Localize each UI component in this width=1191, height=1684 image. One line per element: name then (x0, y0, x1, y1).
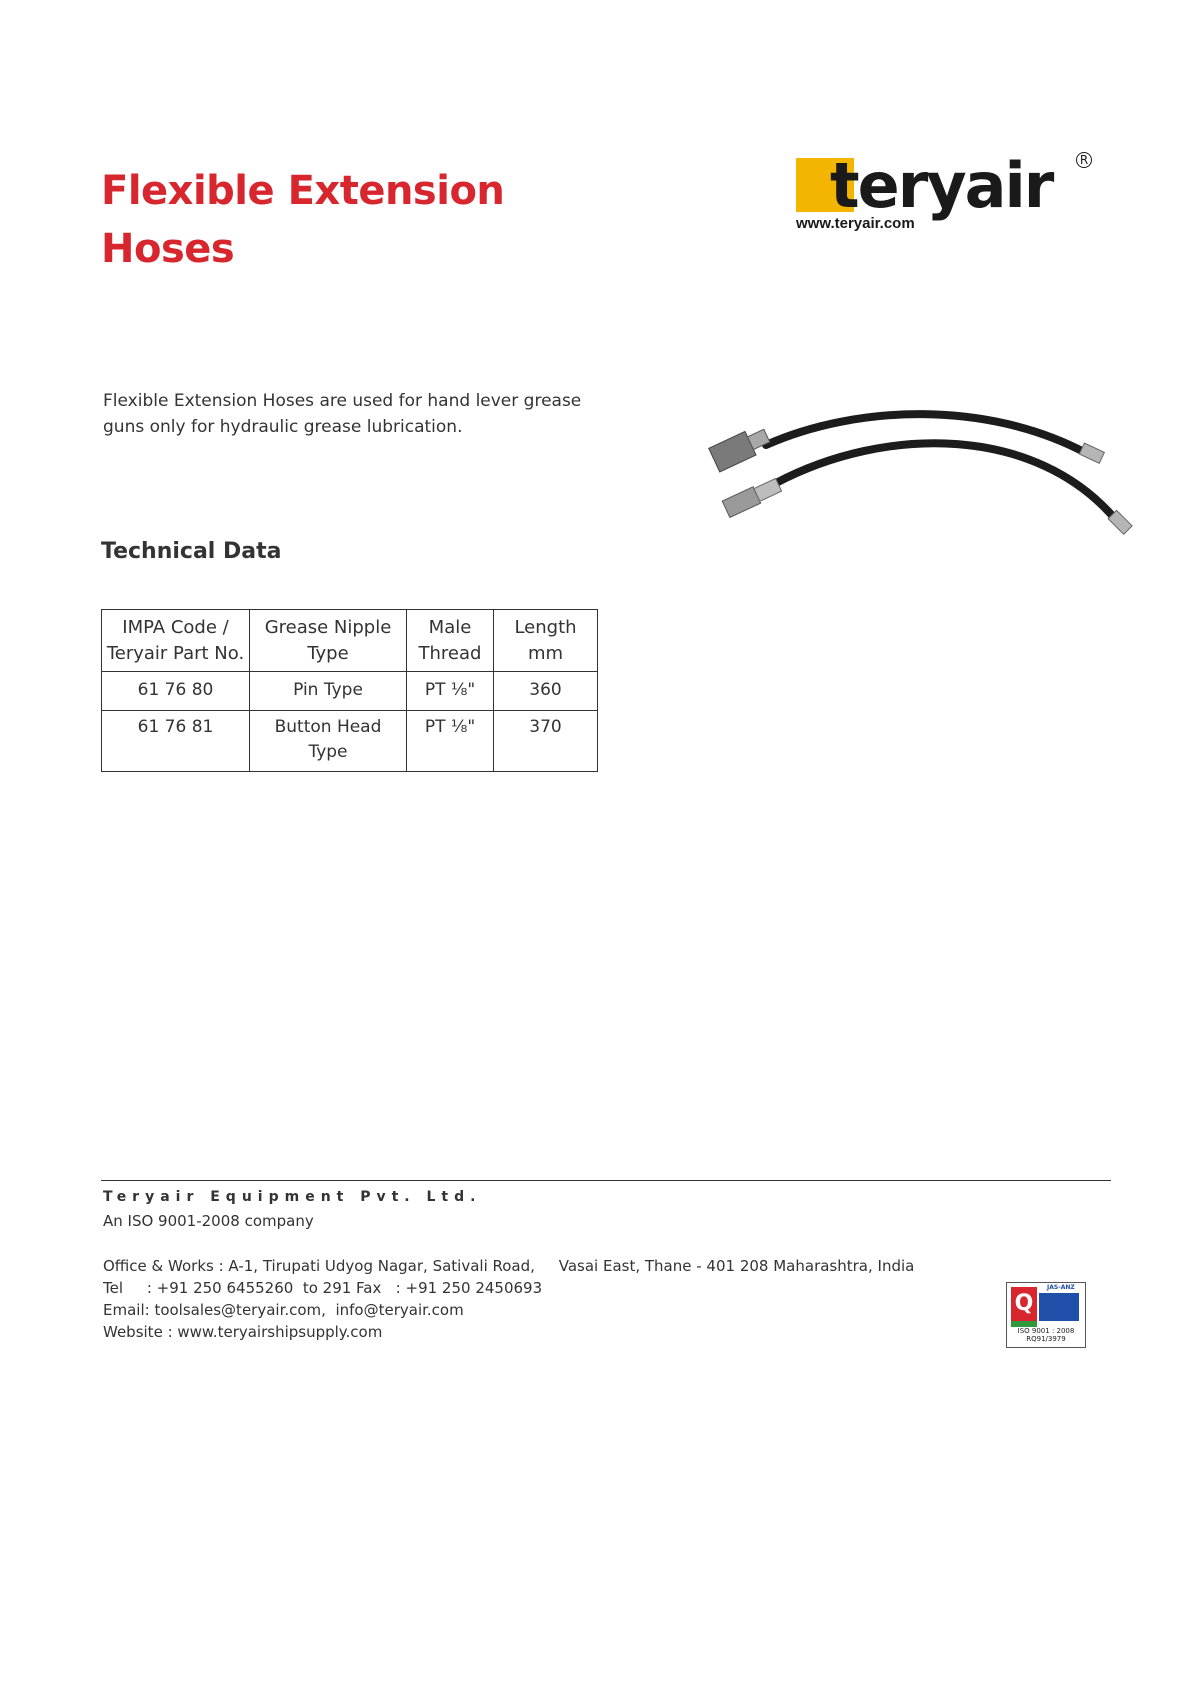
logo-wordmark: teryair (830, 149, 1053, 222)
email-line: Email: toolsales@teryair.com, info@teryair.com (103, 1301, 464, 1319)
footer-divider (101, 1180, 1111, 1181)
company-name: Teryair Equipment Pvt. Ltd. (103, 1189, 482, 1205)
tel-line: Tel : +91 250 6455260 to 291 Fax : +91 250 2450693 (103, 1279, 543, 1297)
address-line: Office & Works : A-1, Tirupati Udyog Nagar, Sativali Road, Vasai East, Thane - 401 208 Maharashtra, India (103, 1257, 915, 1275)
col-header-thread: Male Thread (407, 610, 494, 672)
col-header-length: Length mm (494, 610, 598, 672)
technical-data-table (101, 609, 598, 772)
cert-globe-icon (1039, 1293, 1079, 1321)
teryair-logo (796, 148, 1096, 238)
table-header-row (102, 610, 598, 672)
website-line: Website : www.teryairshipsupply.com (103, 1323, 383, 1341)
contact-block (103, 1255, 914, 1343)
cert-iso-text: ISO 9001 : 2008 RQ91/3979 (1017, 1327, 1075, 1343)
iso-statement: An ISO 9001-2008 company (103, 1212, 314, 1230)
logo-url: www.teryair.com (796, 215, 915, 232)
cell-length: 370 (494, 711, 598, 772)
cell-code: 61 76 81 (102, 711, 250, 772)
cell-nipple: Pin Type (250, 672, 407, 711)
iso-certification-logo (1006, 1282, 1086, 1348)
registered-mark: R (1076, 152, 1092, 168)
col-header-nipple: Grease Nipple Type (250, 610, 407, 672)
cell-length: 360 (494, 672, 598, 711)
table-row (102, 711, 598, 772)
cell-code: 61 76 80 (102, 672, 250, 711)
cell-nipple: Button Head Type (250, 711, 407, 772)
cert-q-icon: Q (1011, 1287, 1037, 1321)
page-title (101, 162, 504, 278)
col-header-code: IMPA Code / Teryair Part No. (102, 610, 250, 672)
cert-top-text: JAS-ANZ (1047, 1284, 1075, 1291)
table-row (102, 672, 598, 711)
intro-text: Flexible Extension Hoses are used for hand lever grease guns only for hydraulic grease lubrication. (103, 391, 582, 437)
cell-thread: PT ⅛" (407, 711, 494, 772)
technical-data-heading: Technical Data (101, 539, 282, 564)
title-line-2: Hoses (101, 226, 235, 272)
hose-pair-image (706, 405, 1146, 545)
title-line-1: Flexible Extension (101, 168, 505, 214)
cell-thread: PT ⅛" (407, 672, 494, 711)
